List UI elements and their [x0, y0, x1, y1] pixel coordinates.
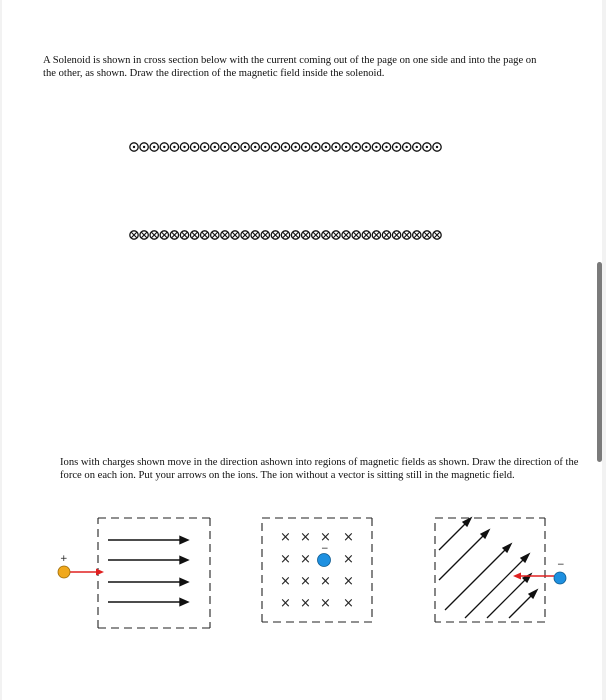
wire-current-out-icon — [302, 143, 310, 151]
wire-current-out-icon — [423, 143, 431, 151]
wire-current-in-icon — [291, 231, 299, 239]
wire-current-in-icon — [322, 231, 330, 239]
wire-current-in-icon — [362, 231, 370, 239]
wire-current-in-icon — [231, 231, 239, 239]
wire-current-out-icon — [433, 143, 441, 151]
wire-current-in-icon — [130, 231, 138, 239]
wire-current-in-icon — [261, 231, 269, 239]
svg-text:×: × — [343, 530, 354, 545]
wire-current-in-icon — [150, 231, 158, 239]
wire-current-out-icon — [221, 143, 229, 151]
svg-text:×: × — [280, 530, 291, 545]
wire-current-out-icon — [382, 143, 390, 151]
wire-current-in-icon — [180, 231, 188, 239]
solenoid-top-wires — [128, 141, 448, 153]
field-arrows-right — [108, 537, 188, 606]
ion-charge-label: − — [321, 544, 329, 554]
vertical-scrollbar[interactable] — [597, 262, 602, 462]
svg-text:×: × — [280, 596, 291, 611]
wire-current-in-icon — [281, 231, 289, 239]
field-region-border — [435, 518, 545, 622]
wire-current-in-icon — [140, 231, 148, 239]
wire-current-in-icon — [392, 231, 400, 239]
wire-current-out-icon — [251, 143, 259, 151]
negative-ion — [554, 572, 566, 584]
wire-current-out-icon — [271, 143, 279, 151]
wire-current-in-icon — [382, 231, 390, 239]
wire-current-in-icon — [302, 231, 310, 239]
svg-text:×: × — [320, 596, 331, 611]
wire-current-out-icon — [170, 143, 178, 151]
svg-text:×: × — [280, 574, 291, 589]
svg-text:×: × — [320, 574, 331, 589]
svg-text:×: × — [300, 596, 311, 611]
wire-current-in-icon — [332, 231, 340, 239]
wire-current-out-icon — [241, 143, 249, 151]
svg-text:×: × — [300, 530, 311, 545]
wire-current-out-icon — [291, 143, 299, 151]
negative-ion — [318, 554, 331, 567]
field-x-marks — [280, 530, 354, 611]
wire-current-out-icon — [372, 143, 380, 151]
velocity-arrowhead — [96, 569, 104, 576]
wire-current-out-icon — [211, 143, 219, 151]
wire-current-in-icon — [312, 231, 320, 239]
ion-charge-label: + — [60, 554, 68, 564]
svg-text:×: × — [343, 574, 354, 589]
wire-current-in-icon — [342, 231, 350, 239]
wire-current-out-icon — [332, 143, 340, 151]
figure-diagonal-field — [427, 510, 577, 635]
document-page — [2, 0, 602, 700]
wire-current-out-icon — [180, 143, 188, 151]
wire-current-in-icon — [241, 231, 249, 239]
wire-current-in-icon — [413, 231, 421, 239]
field-region-border — [98, 518, 210, 628]
wire-current-out-icon — [362, 143, 370, 151]
figure-field-into-page — [254, 510, 384, 635]
wire-current-out-icon — [312, 143, 320, 151]
velocity-arrowhead — [513, 573, 521, 580]
wire-current-out-icon — [160, 143, 168, 151]
wire-current-out-icon — [231, 143, 239, 151]
field-arrows-diagonal — [439, 518, 537, 618]
wire-current-out-icon — [140, 143, 148, 151]
svg-text:×: × — [280, 552, 291, 567]
wire-current-out-icon — [190, 143, 198, 151]
wire-current-in-icon — [201, 231, 209, 239]
wire-current-out-icon — [201, 143, 209, 151]
wire-current-out-icon — [130, 143, 138, 151]
field-region-border — [262, 518, 372, 622]
wire-current-out-icon — [322, 143, 330, 151]
solenoid-bottom-wires — [128, 229, 448, 241]
positive-ion — [58, 566, 70, 578]
wire-current-in-icon — [170, 231, 178, 239]
wire-current-in-icon — [271, 231, 279, 239]
solenoid-question-text: A Solenoid is shown in cross section below with the current coming out of the page on one side and into the page on the other, as shown. Draw the direction of the magnetic field inside the solenoid. — [43, 55, 537, 80]
wire-current-out-icon — [281, 143, 289, 151]
wire-current-in-icon — [372, 231, 380, 239]
wire-current-out-icon — [352, 143, 360, 151]
wire-current-in-icon — [160, 231, 168, 239]
wire-current-in-icon — [433, 231, 441, 239]
svg-text:×: × — [343, 552, 354, 567]
svg-text:×: × — [320, 530, 331, 545]
svg-text:×: × — [300, 574, 311, 589]
wire-current-out-icon — [342, 143, 350, 151]
ions-question-text: Ions with charges shown move in the direction ashown into regions of magnetic fields as shown. Draw the direction of the force on each ion. Put your arrows on the ions. The ion without a vector is sitting still in the magnetic field. — [60, 457, 579, 482]
svg-text:×: × — [343, 596, 354, 611]
wire-current-in-icon — [190, 231, 198, 239]
wire-current-in-icon — [211, 231, 219, 239]
wire-current-in-icon — [423, 231, 431, 239]
wire-current-in-icon — [251, 231, 259, 239]
wire-current-in-icon — [221, 231, 229, 239]
wire-current-in-icon — [352, 231, 360, 239]
figure-horizontal-field — [50, 510, 216, 635]
wire-current-in-icon — [403, 231, 411, 239]
wire-current-out-icon — [150, 143, 158, 151]
wire-current-out-icon — [392, 143, 400, 151]
wire-current-out-icon — [413, 143, 421, 151]
svg-text:×: × — [300, 552, 311, 567]
ion-charge-label: − — [557, 560, 565, 570]
wire-current-out-icon — [403, 143, 411, 151]
wire-current-out-icon — [261, 143, 269, 151]
